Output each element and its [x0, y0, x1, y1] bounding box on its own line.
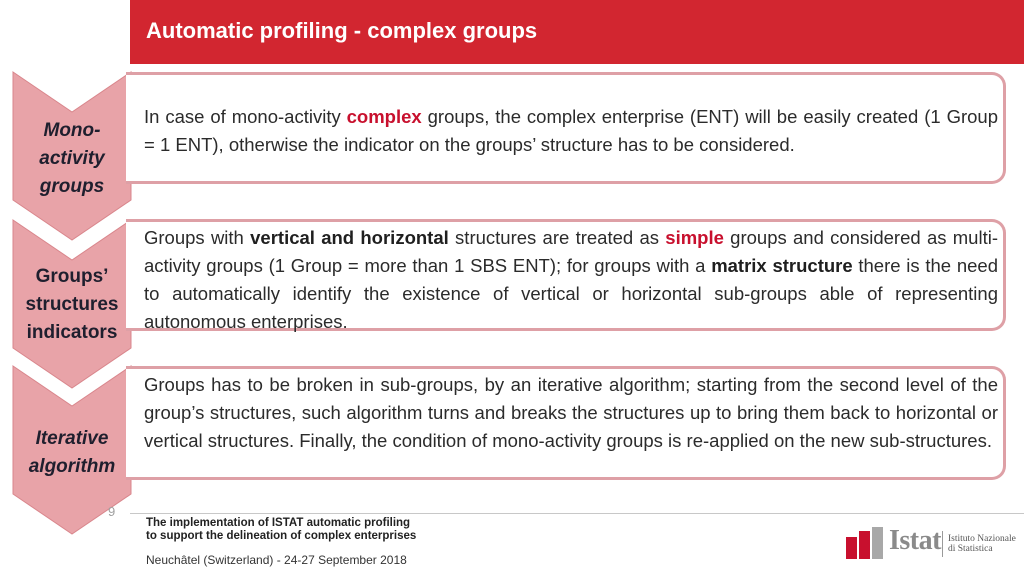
header-bar: [130, 0, 1024, 64]
text-run: Groups has to be broken in sub-groups, by an iterative algorithm; starting from the second level of the group’s structures, such algorithm turns and breaks the structures up to bring them back to horizontal or vertical structures. Finally, the condition of mono-activity groups is re-applied on the new sub-structures.: [144, 374, 998, 451]
slide-title: Automatic profiling - complex groups: [146, 18, 538, 43]
label-line: structures: [25, 294, 119, 315]
panel-iterative: [126, 366, 1006, 480]
label-line: Groups’: [35, 266, 109, 287]
label-line: activity: [39, 148, 105, 169]
text-run: groups and considered as multi-activity groups (1 Group = more than 1 SBS ENT); for groups with a: [144, 227, 998, 276]
section-paragraph: [144, 103, 998, 159]
footer-divider: [130, 513, 1024, 514]
page-number: 9: [108, 504, 116, 519]
logo-sub-line: Istituto Nazionale: [948, 534, 1016, 544]
section-label: [12, 425, 132, 481]
text-run: groups, the complex enterprise (ENT) will be easily created (1 Group = 1 ENT), otherwise the indicator on the groups’ structure has to be considered.: [144, 106, 998, 155]
section-label: [12, 117, 132, 201]
footer-title-line: to support the delineation of complex enterprises: [146, 530, 417, 542]
highlight-red-text: complex: [346, 106, 422, 127]
label-line: Iterative: [35, 428, 109, 449]
section-paragraph: [144, 371, 998, 455]
label-line: groups: [39, 176, 105, 197]
text-run: structures are treated as: [448, 227, 666, 248]
istat-logo-subtitle: [948, 534, 1016, 554]
text-run: In case of mono-activity: [144, 106, 347, 127]
label-line: indicators: [26, 322, 118, 343]
footer-place-date: Neuchâtel (Switzerland) - 24-27 September 2018: [146, 553, 407, 567]
footer-title-line: The implementation of ISTAT automatic profiling: [146, 517, 411, 529]
panel-structures: [126, 219, 1006, 331]
label-line: algorithm: [28, 456, 116, 477]
bold-text: vertical and horizontal: [250, 227, 449, 248]
section-label: [12, 263, 132, 347]
logo-sub-line: di Statistica: [948, 544, 993, 554]
panel-mono-activity: [126, 72, 1006, 184]
istat-logo-wordmark: Istat: [889, 525, 941, 556]
text-run: Groups with: [144, 227, 251, 248]
text-run: there is the need to automatically identify the existence of vertical or horizontal sub-groups able of representing autonomous enterprises.: [144, 255, 998, 332]
istat-logo: [846, 527, 1016, 559]
section-paragraph: [144, 224, 998, 336]
istat-logo-mark: [846, 527, 886, 559]
bold-text: matrix structure: [711, 255, 853, 276]
footer-title: [146, 517, 416, 543]
highlight-red-text: simple: [665, 227, 724, 248]
logo-separator: [942, 531, 943, 557]
chevron-mono-activity: [12, 70, 132, 242]
label-line: Mono-: [43, 120, 101, 141]
